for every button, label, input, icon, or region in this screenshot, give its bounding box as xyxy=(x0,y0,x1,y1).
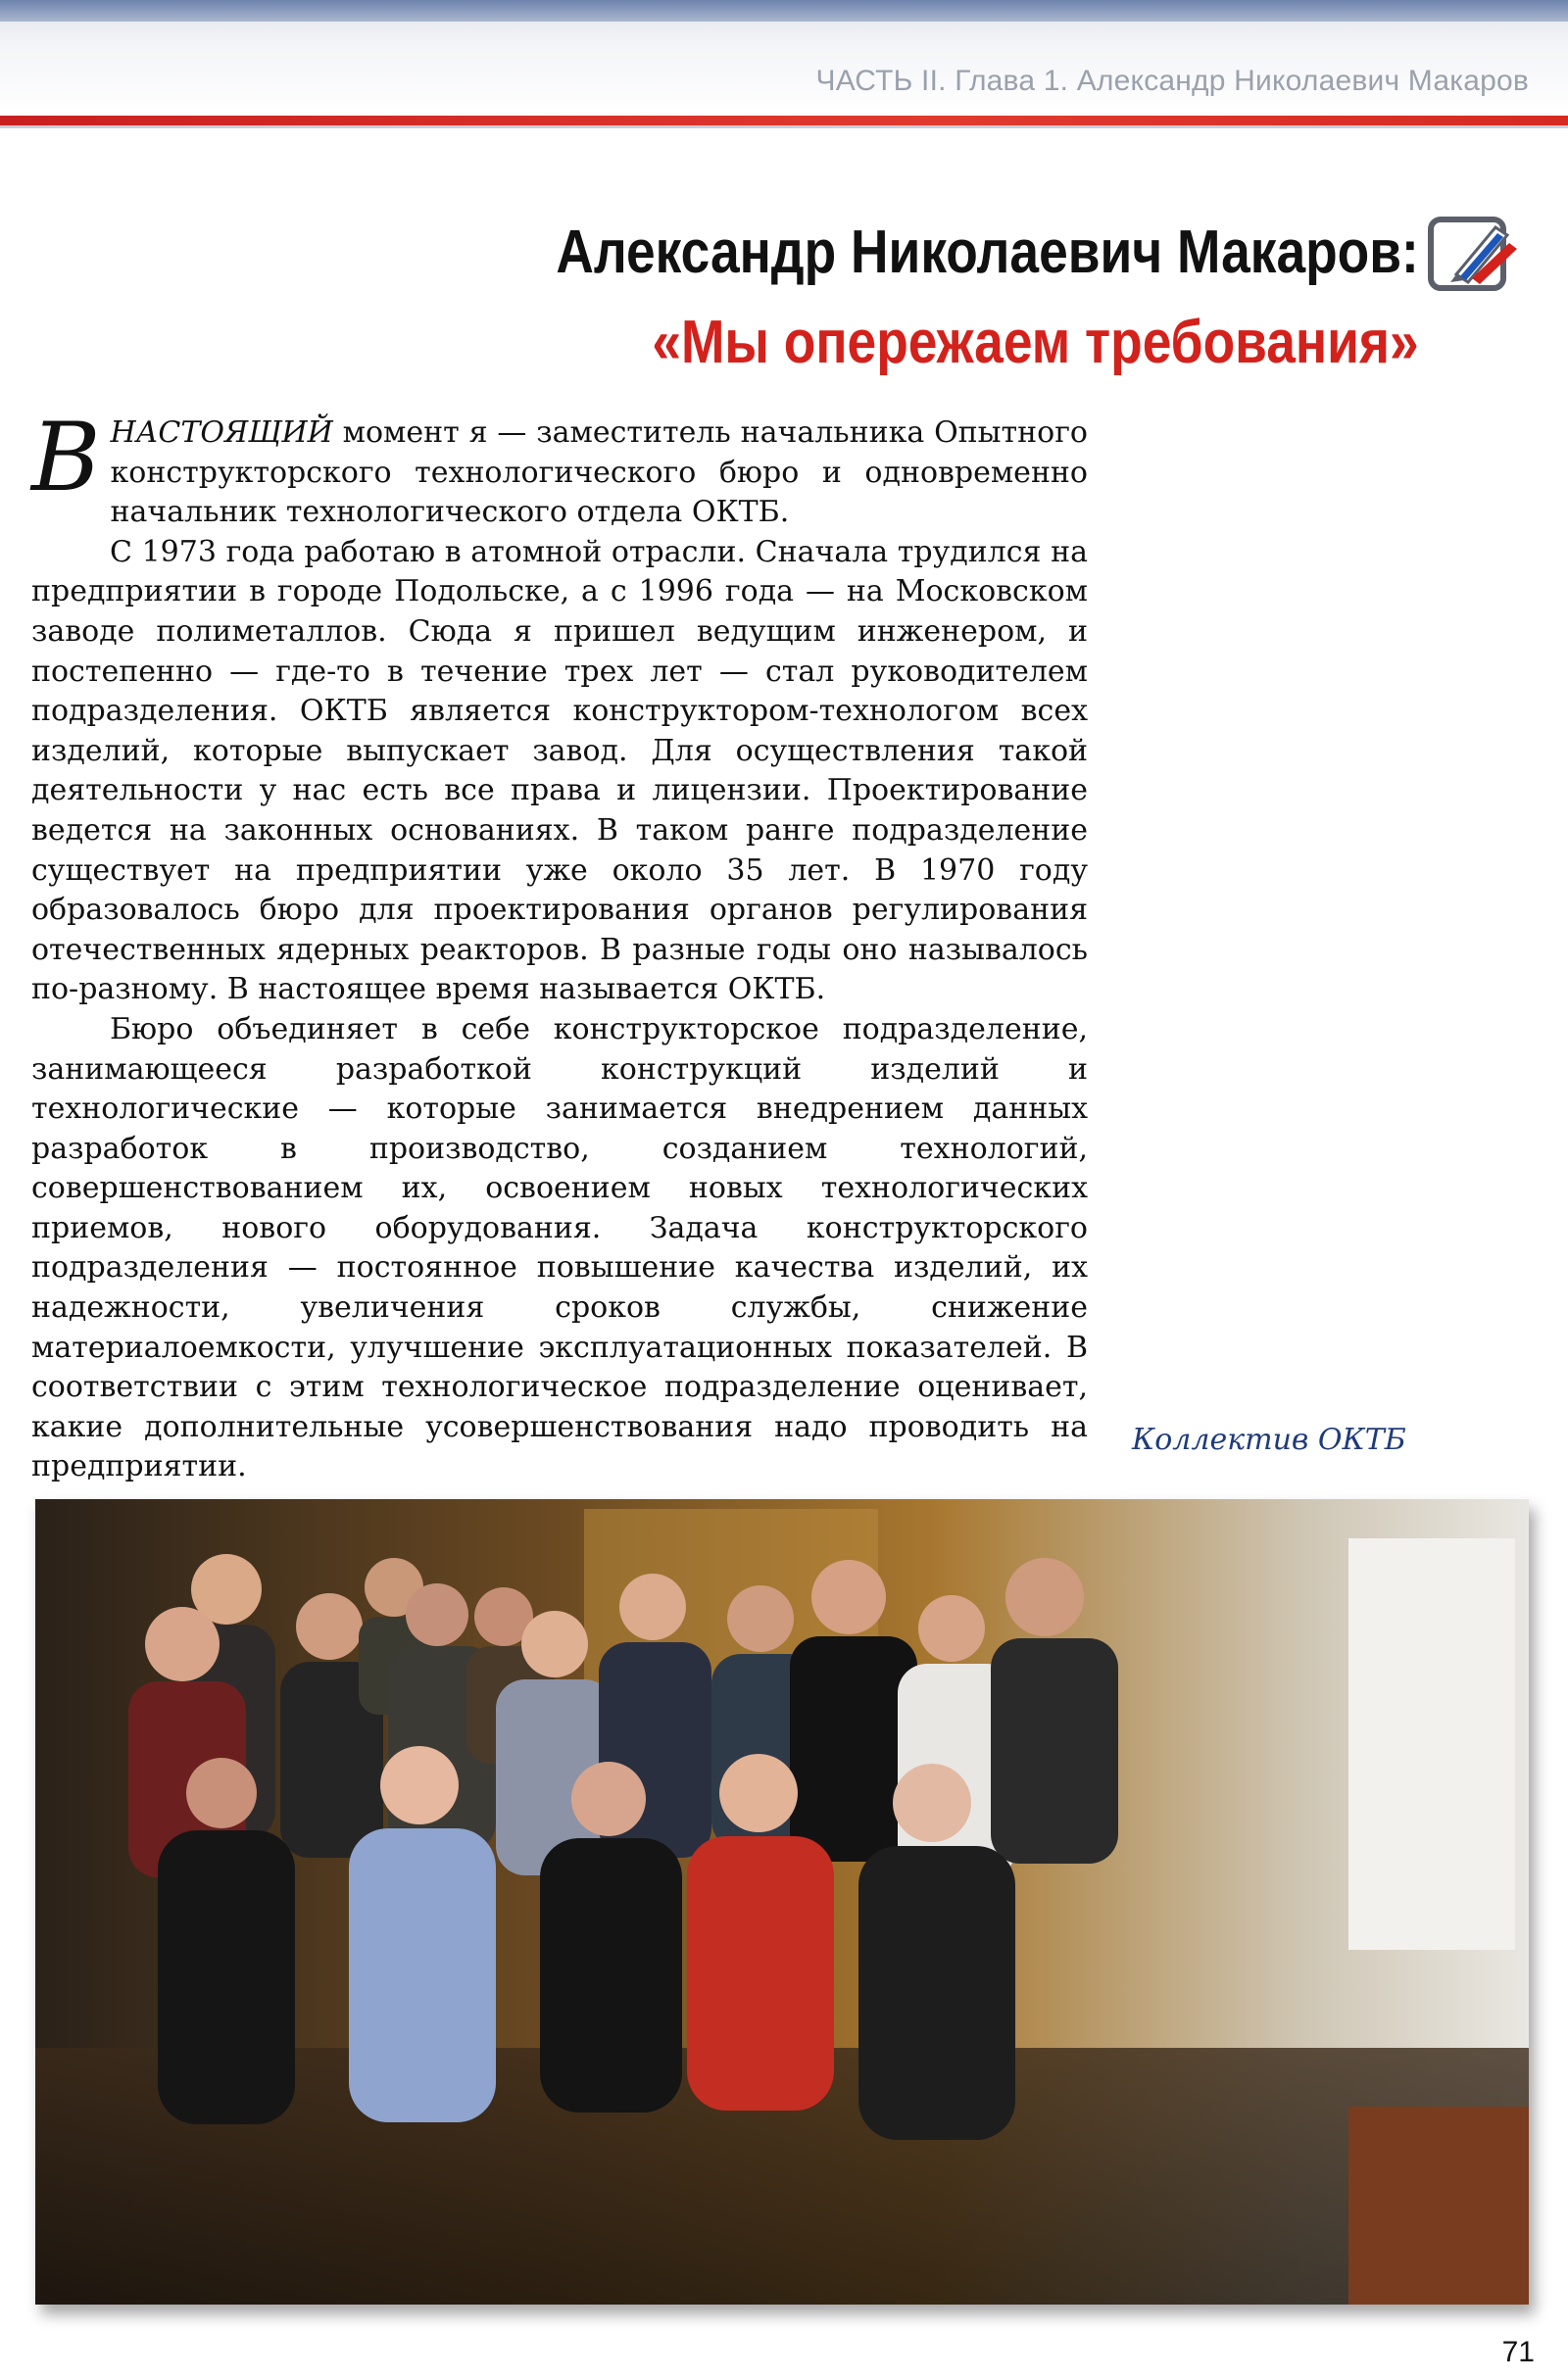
header-stripe-red xyxy=(0,116,1568,125)
header-stripe-grey xyxy=(0,125,1568,128)
group-photo-illustration xyxy=(35,1499,1529,2305)
photo-caption: Коллектив ОКТБ xyxy=(1132,1423,1406,1457)
page-number: 71 xyxy=(1501,2336,1535,2368)
running-head: ЧАСТЬ II. Глава 1. Александр Николаевич Макаров xyxy=(815,65,1529,97)
page-title: Александр Николаевич Макаров: xyxy=(556,219,1419,286)
lead-word: НАСТОЯЩИЙ xyxy=(110,415,333,450)
article-body xyxy=(31,403,1088,1487)
paragraph-3: Бюро объединяет в себе конструкторское подразделение, занимающееся разработкой конструкций изделий и технологические — которые занимается внедрением данных разработок в производство, созданием технологий, совершенствованием их, освоением новых технологических приемов, нового оборудования. Задача конструкторского подразделения — постоянное повышение качества изделий, их надежности, увеличения сроков службы, снижение материалоемкости, улучшение эксплуатационных показателей. В соответствии с этим технологическое подразделение оценивает, какие дополнительные усовершенствования надо проводить на предприятии. xyxy=(31,1011,1088,1484)
drop-cap: В xyxy=(31,403,101,512)
header-stripe-blue xyxy=(0,0,1568,22)
paragraph-2: С 1973 года работаю в атомной отрасли. Сначала трудился на предприятии в городе Подольске, а с 1996 года — на Московском заводе полиметаллов. Сюда я пришел ведущим инженером, и постепенно — где-то в течение трех лет — стал руководителем подразделения. ОКТБ является конструктором-технологом всех изделий, которые выпускает завод. Для осуществления такой деятельности у нас есть все права и лицензии. Проектирование ведется на законных основаниях. В таком ранге подразделение существует на предприятии уже около 35 лет. В 1970 году образовалось бюро для проектирования органов регулирования отечественных ядерных реакторов. В разные годы оно называлось по-разному. В настоящее время называется ОКТБ. xyxy=(31,534,1088,1007)
page-subtitle: «Мы опережаем требования» xyxy=(652,309,1419,376)
pen-in-frame-icon xyxy=(1427,214,1521,294)
paragraph-1 xyxy=(31,403,1088,533)
paragraph-1-text: момент я — заместитель начальника Опытного конструкторского технологического бюро и одновременно начальник технологического отдела ОКТБ. xyxy=(110,415,1088,530)
group-photo xyxy=(35,1499,1529,2305)
